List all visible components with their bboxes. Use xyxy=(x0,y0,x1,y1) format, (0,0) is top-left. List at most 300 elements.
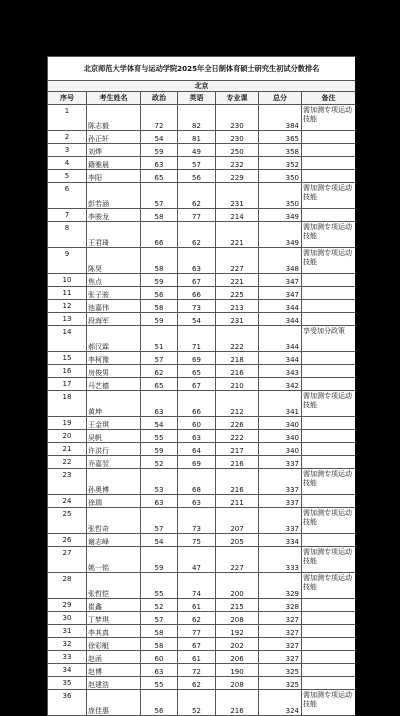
score-table xyxy=(47,56,355,716)
english-cell: 81 xyxy=(178,131,216,144)
politics-cell: 57 xyxy=(141,352,178,365)
politics-cell: 63 xyxy=(141,157,178,170)
seq-cell: 12 xyxy=(48,300,87,313)
name-cell: 刘烨 xyxy=(87,144,141,157)
table-row xyxy=(48,209,356,222)
seq-cell: 35 xyxy=(48,677,87,690)
english-cell: 57 xyxy=(178,157,216,170)
english-cell: 69 xyxy=(178,456,216,469)
english-cell: 63 xyxy=(178,430,216,443)
major-cell: 232 xyxy=(216,157,259,170)
name-cell: 徐彩艇 xyxy=(87,638,141,651)
table-row xyxy=(48,508,356,534)
total-cell: 324 xyxy=(259,690,302,716)
politics-cell: 52 xyxy=(141,456,178,469)
total-cell: 337 xyxy=(259,508,302,534)
seq-cell: 18 xyxy=(48,391,87,417)
english-cell: 62 xyxy=(178,612,216,625)
major-cell: 214 xyxy=(216,209,259,222)
major-cell: 230 xyxy=(216,105,259,131)
total-cell: 340 xyxy=(259,443,302,456)
total-cell: 328 xyxy=(259,599,302,612)
politics-cell: 56 xyxy=(141,287,178,300)
header-english: 英语 xyxy=(178,92,216,105)
name-cell: 李骏龙 xyxy=(87,209,141,222)
total-cell: 344 xyxy=(259,300,302,313)
note-cell xyxy=(302,209,356,222)
seq-cell: 31 xyxy=(48,625,87,638)
major-cell: 221 xyxy=(216,222,259,248)
major-cell: 217 xyxy=(216,443,259,456)
region-label: 北京 xyxy=(48,81,356,92)
note-cell xyxy=(302,144,356,157)
note-cell: 需加测专项运动技能 xyxy=(302,690,356,716)
table-row xyxy=(48,287,356,300)
politics-cell: 58 xyxy=(141,638,178,651)
table-row xyxy=(48,144,356,157)
english-cell: 77 xyxy=(178,209,216,222)
total-cell: 348 xyxy=(259,248,302,274)
seq-cell: 34 xyxy=(48,664,87,677)
table-row xyxy=(48,625,356,638)
table-row xyxy=(48,690,356,716)
name-cell: 张子骏 xyxy=(87,287,141,300)
english-cell: 63 xyxy=(178,248,216,274)
politics-cell: 66 xyxy=(141,222,178,248)
table-row xyxy=(48,183,356,209)
english-cell: 54 xyxy=(178,313,216,326)
major-cell: 231 xyxy=(216,183,259,209)
english-cell: 63 xyxy=(178,495,216,508)
table-row xyxy=(48,313,356,326)
seq-cell: 4 xyxy=(48,157,87,170)
note-cell xyxy=(302,599,356,612)
name-cell: 马艺德 xyxy=(87,378,141,391)
table-row xyxy=(48,326,356,352)
seq-cell: 25 xyxy=(48,508,87,534)
english-cell: 69 xyxy=(178,352,216,365)
header-note: 备注 xyxy=(302,92,356,105)
seq-cell: 22 xyxy=(48,456,87,469)
total-cell: 327 xyxy=(259,612,302,625)
seq-cell: 11 xyxy=(48,287,87,300)
politics-cell: 57 xyxy=(141,183,178,209)
english-cell: 77 xyxy=(178,625,216,638)
total-cell: 349 xyxy=(259,209,302,222)
table-row xyxy=(48,495,356,508)
table-row xyxy=(48,157,356,170)
total-cell: 325 xyxy=(259,664,302,677)
politics-cell: 59 xyxy=(141,443,178,456)
total-cell: 349 xyxy=(259,222,302,248)
note-cell xyxy=(302,287,356,300)
region-row xyxy=(48,81,356,92)
table-row xyxy=(48,222,356,248)
name-cell: 张哲奇 xyxy=(87,508,141,534)
name-cell: 孙正轩 xyxy=(87,131,141,144)
name-cell: 池嘉伟 xyxy=(87,300,141,313)
major-cell: 200 xyxy=(216,573,259,599)
total-cell: 344 xyxy=(259,352,302,365)
politics-cell: 53 xyxy=(141,469,178,495)
total-cell: 329 xyxy=(259,573,302,599)
table-row xyxy=(48,638,356,651)
total-cell: 344 xyxy=(259,326,302,352)
seq-cell: 16 xyxy=(48,365,87,378)
seq-cell: 8 xyxy=(48,222,87,248)
table-row xyxy=(48,105,356,131)
seq-cell: 1 xyxy=(48,105,87,131)
total-cell: 350 xyxy=(259,170,302,183)
major-cell: 221 xyxy=(216,274,259,287)
politics-cell: 56 xyxy=(141,690,178,716)
major-cell: 225 xyxy=(216,287,259,300)
note-cell xyxy=(302,495,356,508)
politics-cell: 63 xyxy=(141,495,178,508)
seq-cell: 5 xyxy=(48,170,87,183)
seq-cell: 32 xyxy=(48,638,87,651)
total-cell: 325 xyxy=(259,677,302,690)
major-cell: 211 xyxy=(216,495,259,508)
english-cell: 67 xyxy=(178,274,216,287)
politics-cell: 58 xyxy=(141,625,178,638)
total-cell: 341 xyxy=(259,391,302,417)
politics-cell: 58 xyxy=(141,300,178,313)
total-cell: 347 xyxy=(259,274,302,287)
major-cell: 190 xyxy=(216,664,259,677)
english-cell: 62 xyxy=(178,677,216,690)
note-cell xyxy=(302,430,356,443)
table-row xyxy=(48,300,356,313)
seq-cell: 6 xyxy=(48,183,87,209)
seq-cell: 7 xyxy=(48,209,87,222)
name-cell: 张哲恺 xyxy=(87,573,141,599)
note-cell xyxy=(302,378,356,391)
english-cell: 73 xyxy=(178,508,216,534)
english-cell: 74 xyxy=(178,573,216,599)
english-cell: 62 xyxy=(178,183,216,209)
total-cell: 337 xyxy=(259,495,302,508)
name-cell: 姚一铭 xyxy=(87,547,141,573)
seq-cell: 29 xyxy=(48,599,87,612)
major-cell: 250 xyxy=(216,144,259,157)
english-cell: 67 xyxy=(178,378,216,391)
total-cell: 347 xyxy=(259,287,302,300)
major-cell: 230 xyxy=(216,131,259,144)
table-row xyxy=(48,417,356,430)
note-cell xyxy=(302,313,356,326)
table-row xyxy=(48,391,356,417)
major-cell: 213 xyxy=(216,300,259,313)
note-cell: 需加测专项运动技能 xyxy=(302,391,356,417)
english-cell: 56 xyxy=(178,170,216,183)
total-cell: 342 xyxy=(259,378,302,391)
major-cell: 192 xyxy=(216,625,259,638)
total-cell: 333 xyxy=(259,547,302,573)
major-cell: 206 xyxy=(216,651,259,664)
name-cell: 赵建浩 xyxy=(87,677,141,690)
name-cell: 黄坤 xyxy=(87,391,141,417)
name-cell: 崔鑫 xyxy=(87,599,141,612)
english-cell: 66 xyxy=(178,287,216,300)
total-cell: 337 xyxy=(259,469,302,495)
note-cell xyxy=(302,625,356,638)
header-politics: 政治 xyxy=(141,92,178,105)
seq-cell: 28 xyxy=(48,573,87,599)
english-cell: 68 xyxy=(178,469,216,495)
total-cell: 358 xyxy=(259,144,302,157)
english-cell: 61 xyxy=(178,599,216,612)
table-row xyxy=(48,248,356,274)
total-cell: 343 xyxy=(259,365,302,378)
table-row xyxy=(48,599,356,612)
note-cell xyxy=(302,417,356,430)
politics-cell: 57 xyxy=(141,508,178,534)
table-row xyxy=(48,664,356,677)
politics-cell: 59 xyxy=(141,547,178,573)
major-cell: 231 xyxy=(216,313,259,326)
note-cell xyxy=(302,612,356,625)
total-cell: 340 xyxy=(259,430,302,443)
major-cell: 229 xyxy=(216,170,259,183)
seq-cell: 26 xyxy=(48,534,87,547)
name-cell: 房俊男 xyxy=(87,365,141,378)
major-cell: 222 xyxy=(216,430,259,443)
note-cell: 需加测专项运动技能 xyxy=(302,248,356,274)
seq-cell: 13 xyxy=(48,313,87,326)
seq-cell: 2 xyxy=(48,131,87,144)
table-row xyxy=(48,573,356,599)
major-cell: 208 xyxy=(216,677,259,690)
note-cell xyxy=(302,651,356,664)
politics-cell: 65 xyxy=(141,378,178,391)
table-row xyxy=(48,170,356,183)
name-cell: 吴帆 xyxy=(87,430,141,443)
politics-cell: 63 xyxy=(141,391,178,417)
name-cell: 丁梦琪 xyxy=(87,612,141,625)
total-cell: 340 xyxy=(259,417,302,430)
name-cell: 许洪行 xyxy=(87,443,141,456)
total-cell: 334 xyxy=(259,534,302,547)
total-cell: 365 xyxy=(259,131,302,144)
politics-cell: 59 xyxy=(141,313,178,326)
title-row xyxy=(48,57,356,81)
note-cell xyxy=(302,352,356,365)
note-cell: 需加测专项运动技能 xyxy=(302,547,356,573)
header-seq: 序号 xyxy=(48,92,87,105)
note-cell xyxy=(302,638,356,651)
politics-cell: 60 xyxy=(141,651,178,664)
note-cell: 需加测专项运动技能 xyxy=(302,573,356,599)
name-cell: 籍雅晨 xyxy=(87,157,141,170)
major-cell: 216 xyxy=(216,469,259,495)
total-cell: 327 xyxy=(259,625,302,638)
major-cell: 227 xyxy=(216,248,259,274)
name-cell: 徐瑞 xyxy=(87,495,141,508)
seq-cell: 15 xyxy=(48,352,87,365)
major-cell: 205 xyxy=(216,534,259,547)
politics-cell: 51 xyxy=(141,326,178,352)
table-row xyxy=(48,651,356,664)
english-cell: 61 xyxy=(178,651,216,664)
table-row xyxy=(48,456,356,469)
total-cell: 337 xyxy=(259,456,302,469)
table-row xyxy=(48,430,356,443)
politics-cell: 55 xyxy=(141,573,178,599)
seq-cell: 19 xyxy=(48,417,87,430)
header-total: 总分 xyxy=(259,92,302,105)
english-cell: 65 xyxy=(178,365,216,378)
seq-cell: 10 xyxy=(48,274,87,287)
english-cell: 71 xyxy=(178,326,216,352)
english-cell: 66 xyxy=(178,391,216,417)
politics-cell: 59 xyxy=(141,274,178,287)
table-row xyxy=(48,378,356,391)
note-cell: 需加测专项运动技能 xyxy=(302,183,356,209)
seq-cell: 20 xyxy=(48,430,87,443)
total-cell: 352 xyxy=(259,157,302,170)
note-cell xyxy=(302,157,356,170)
total-cell: 350 xyxy=(259,183,302,209)
note-cell xyxy=(302,300,356,313)
politics-cell: 54 xyxy=(141,534,178,547)
seq-cell: 14 xyxy=(48,326,87,352)
english-cell: 49 xyxy=(178,144,216,157)
note-cell: 享受加分政策 xyxy=(302,326,356,352)
english-cell: 64 xyxy=(178,443,216,456)
header-row xyxy=(48,92,356,105)
name-cell: 王君琦 xyxy=(87,222,141,248)
score-ranking-sheet xyxy=(47,56,355,716)
english-cell: 47 xyxy=(178,547,216,573)
name-cell: 郝汉霖 xyxy=(87,326,141,352)
english-cell: 62 xyxy=(178,222,216,248)
name-cell: 陈昊 xyxy=(87,248,141,274)
politics-cell: 54 xyxy=(141,417,178,430)
table-row xyxy=(48,469,356,495)
note-cell xyxy=(302,170,356,183)
seq-cell: 9 xyxy=(48,248,87,274)
note-cell: 需加测专项运动技能 xyxy=(302,222,356,248)
page-title: 北京师范大学体育与运动学院2025年全日制体育硕士研究生初试分数排名 xyxy=(48,57,356,81)
name-cell: 李其真 xyxy=(87,625,141,638)
table-row xyxy=(48,534,356,547)
table-row xyxy=(48,612,356,625)
note-cell: 需加测专项运动技能 xyxy=(302,469,356,495)
header-name: 考生姓名 xyxy=(87,92,141,105)
major-cell: 215 xyxy=(216,599,259,612)
english-cell: 75 xyxy=(178,534,216,547)
total-cell: 327 xyxy=(259,638,302,651)
name-cell: 陈志毅 xyxy=(87,105,141,131)
english-cell: 82 xyxy=(178,105,216,131)
politics-cell: 52 xyxy=(141,599,178,612)
name-cell: 赵函 xyxy=(87,651,141,664)
name-cell: 李阳 xyxy=(87,170,141,183)
name-cell: 段海军 xyxy=(87,313,141,326)
major-cell: 218 xyxy=(216,352,259,365)
note-cell xyxy=(302,274,356,287)
table-row xyxy=(48,274,356,287)
politics-cell: 63 xyxy=(141,664,178,677)
major-cell: 222 xyxy=(216,326,259,352)
note-cell xyxy=(302,456,356,469)
politics-cell: 58 xyxy=(141,209,178,222)
name-cell: 庞佳惠 xyxy=(87,690,141,716)
major-cell: 216 xyxy=(216,690,259,716)
politics-cell: 65 xyxy=(141,170,178,183)
english-cell: 72 xyxy=(178,664,216,677)
politics-cell: 55 xyxy=(141,677,178,690)
seq-cell: 33 xyxy=(48,651,87,664)
seq-cell: 30 xyxy=(48,612,87,625)
total-cell: 327 xyxy=(259,651,302,664)
english-cell: 67 xyxy=(178,638,216,651)
politics-cell: 55 xyxy=(141,430,178,443)
note-cell xyxy=(302,131,356,144)
note-cell: 需加测专项运动技能 xyxy=(302,508,356,534)
major-cell: 210 xyxy=(216,378,259,391)
major-cell: 208 xyxy=(216,612,259,625)
major-cell: 212 xyxy=(216,391,259,417)
total-cell: 344 xyxy=(259,313,302,326)
seq-cell: 17 xyxy=(48,378,87,391)
major-cell: 202 xyxy=(216,638,259,651)
seq-cell: 23 xyxy=(48,469,87,495)
politics-cell: 59 xyxy=(141,144,178,157)
name-cell: 李柯豫 xyxy=(87,352,141,365)
table-row xyxy=(48,131,356,144)
note-cell xyxy=(302,677,356,690)
table-row xyxy=(48,365,356,378)
politics-cell: 57 xyxy=(141,612,178,625)
seq-cell: 36 xyxy=(48,690,87,716)
name-cell: 孙奥博 xyxy=(87,469,141,495)
politics-cell: 58 xyxy=(141,248,178,274)
politics-cell: 62 xyxy=(141,365,178,378)
seq-cell: 27 xyxy=(48,547,87,573)
table-row xyxy=(48,352,356,365)
seq-cell: 3 xyxy=(48,144,87,157)
name-cell: 谢志峰 xyxy=(87,534,141,547)
major-cell: 216 xyxy=(216,365,259,378)
name-cell: 彭若涵 xyxy=(87,183,141,209)
english-cell: 60 xyxy=(178,417,216,430)
table-row xyxy=(48,677,356,690)
total-cell: 384 xyxy=(259,105,302,131)
name-cell: 王金琪 xyxy=(87,417,141,430)
name-cell: 赵博 xyxy=(87,664,141,677)
name-cell: 焦点 xyxy=(87,274,141,287)
major-cell: 226 xyxy=(216,417,259,430)
note-cell xyxy=(302,664,356,677)
table-row xyxy=(48,443,356,456)
note-cell xyxy=(302,443,356,456)
major-cell: 227 xyxy=(216,547,259,573)
english-cell: 52 xyxy=(178,690,216,716)
seq-cell: 24 xyxy=(48,495,87,508)
english-cell: 73 xyxy=(178,300,216,313)
major-cell: 216 xyxy=(216,456,259,469)
politics-cell: 72 xyxy=(141,105,178,131)
note-cell xyxy=(302,534,356,547)
major-cell: 207 xyxy=(216,508,259,534)
seq-cell: 21 xyxy=(48,443,87,456)
note-cell: 需加测专项运动技能 xyxy=(302,105,356,131)
note-cell xyxy=(302,365,356,378)
politics-cell: 54 xyxy=(141,131,178,144)
header-major: 专业课 xyxy=(216,92,259,105)
